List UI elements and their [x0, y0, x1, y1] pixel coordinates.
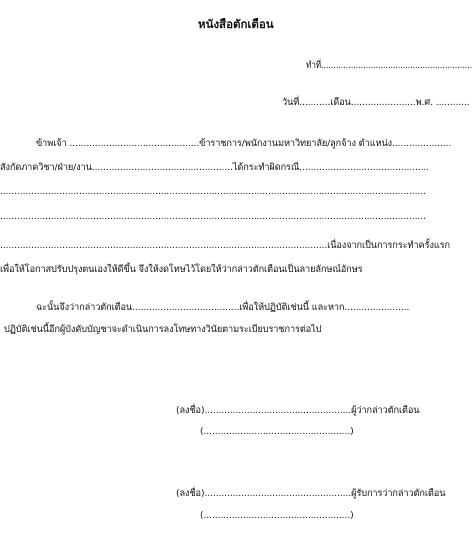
signature-warner-name: (....................................................): [200, 426, 354, 437]
body-line-employee: ข้าพเจ้า ..............................................ข้าราชการ/พนักงานมหาวิทยาลัย/ลูกจ้าง ตำแหน่ง.....................: [36, 138, 452, 149]
date-field: วันที่...........เดือน.......................พ.ศ. ............: [282, 97, 470, 108]
body-line-reason: ....................................................................................................................เนื่องจากเป็นการกระทำครั้งแรก: [0, 240, 450, 251]
document-title: หนังสือตักเตือน: [198, 17, 274, 31]
body-line-blank-2: .......................................................................................................................................................: [0, 211, 426, 222]
signature-warner-line: (ลงชื่อ)....................................................ผู้ว่ากล่าวตักเตือน: [176, 405, 420, 416]
signature-recipient-name: (....................................................): [200, 510, 354, 521]
body-line-opportunity: เพื่อให้โอกาสปรับปรุงตนเองให้ดีขึ้น จึงให้งดโทษไว้โดยให้ว่ากล่าวตักเตือนเป็นลายลักษณ์อักษร: [0, 264, 363, 275]
signature-recipient-line: (ลงชื่อ)....................................................ผู้รับการว่ากล่าวตักเตือน: [176, 488, 446, 499]
body-line-warning: ฉะนั้นจึงว่ากล่าวตักเตือน......................................เพื่อให้ปฏิบัติเช่นนี้ และหาก.......................: [36, 302, 410, 313]
body-line-consequence: ปฏิบัติเช่นนี้อีกผู้บังคับบัญชาจะดำเนินการลงโทษทางวินัยตามระเบียบราชการต่อไป: [4, 324, 322, 335]
body-line-blank-1: .......................................................................................................................................................: [0, 186, 426, 197]
body-line-department: สังกัดภาควิชา/ฝ่าย/งาน..................................................ได้กระทำผิดกรณี..............................................: [0, 162, 430, 173]
place-field: ทำที่.............................................................: [306, 60, 473, 71]
